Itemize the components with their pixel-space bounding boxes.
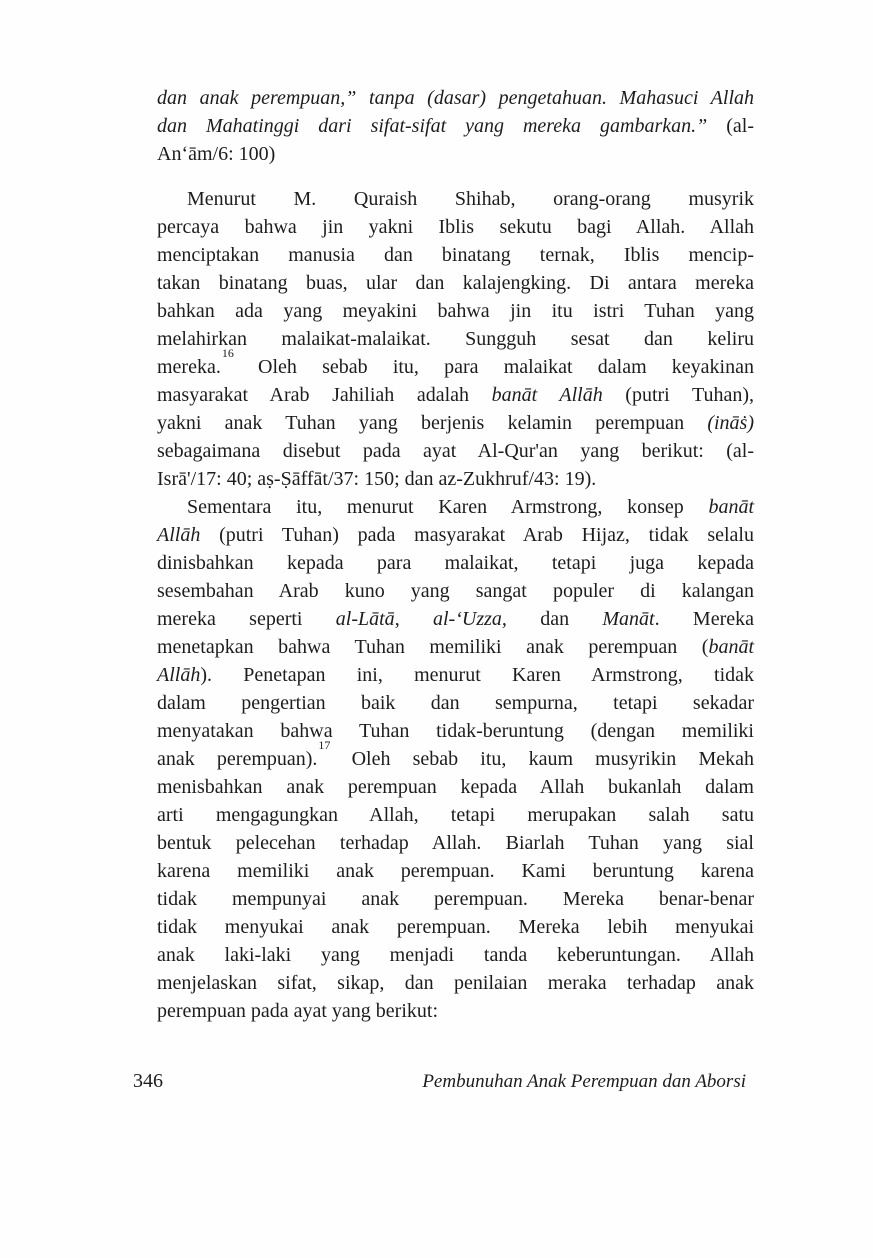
- text-segment: (al-: [707, 115, 754, 137]
- text-segment: menisbahkan anak perempuan kepada Allah bukanlah dalam: [157, 776, 754, 798]
- text-segment: anak perempuan).: [157, 748, 318, 770]
- text-segment: sebagaimana disebut pada ayat Al-Qur'an yang berikut: (al-: [157, 440, 754, 462]
- text-segment: banāt Allāh: [491, 384, 603, 406]
- text-segment: bentuk pelecehan terhadap Allah. Biarlah Tuhan yang sial: [157, 832, 754, 854]
- text-segment: takan binatang buas, ular dan kalajengking. Di antara mereka: [157, 272, 754, 294]
- running-title: Pembunuhan Anak Perempuan dan Aborsi: [422, 1071, 746, 1092]
- text-segment: Isrā'/17: 40; aṣ-Ṣāffāt/37: 150; dan az-Zukhruf/43: 19).: [157, 468, 597, 490]
- footnote-reference: 16: [221, 346, 234, 361]
- text-segment: percaya bahwa jin yakni Iblis sekutu bagi Allah. Allah: [157, 216, 754, 238]
- text-segment: ,: [394, 608, 433, 630]
- text-line: [157, 913, 754, 941]
- text-segment: dan: [506, 608, 603, 630]
- text-segment: mereka.: [157, 356, 221, 378]
- text-segment: (putri Tuhan),: [602, 384, 755, 406]
- text-segment: anak laki-laki yang menjadi tanda keberuntungan. Allah: [157, 944, 754, 966]
- footnote-reference: 17: [318, 738, 331, 753]
- text-line: [157, 773, 754, 801]
- text-line: [157, 857, 754, 885]
- text-segment: tidak mempunyai anak perempuan. Mereka benar-benar: [157, 888, 754, 910]
- text-segment: banāt: [708, 496, 754, 518]
- text-segment: Allāh: [157, 524, 201, 546]
- text-segment: al-Lātā: [335, 608, 395, 630]
- body-paragraph-1: [157, 185, 754, 493]
- text-line: [157, 213, 754, 241]
- text-line: [157, 605, 754, 633]
- text-line: [157, 381, 754, 409]
- text-segment: menjelaskan sifat, sikap, dan penilaian meraka terhadap anak: [157, 972, 754, 994]
- text-line: [157, 801, 754, 829]
- quote-continuation: [157, 84, 754, 168]
- text-line: [157, 997, 754, 1025]
- page-number: 346: [133, 1070, 163, 1092]
- text-segment: Allāh: [157, 664, 201, 686]
- body-paragraph-2: [157, 493, 754, 1025]
- text-segment: An‘ām/6: 100): [157, 143, 276, 165]
- text-segment: karena memiliki anak perempuan. Kami beruntung karena: [157, 860, 754, 882]
- text-segment: arti mengagungkan Allah, tetapi merupakan salah satu: [157, 804, 754, 826]
- text-line: [157, 738, 754, 773]
- text-line: [157, 885, 754, 913]
- text-segment: menetapkan bahwa Tuhan memiliki anak perempuan (: [157, 636, 709, 658]
- text-segment: . Mereka: [654, 608, 754, 630]
- text-segment: dan Mahatinggi dari sifat-sifat yang mereka gambarkan.”: [157, 115, 708, 137]
- text-segment: Sementara itu, menurut Karen Armstrong, konsep: [187, 496, 709, 518]
- text-line: [157, 140, 754, 168]
- text-segment: tidak menyukai anak perempuan. Mereka lebih menyukai: [157, 916, 754, 938]
- text-line: [157, 549, 754, 577]
- text-line: [157, 829, 754, 857]
- text-line: [157, 633, 754, 661]
- text-segment: sesembahan Arab kuno yang sangat populer di kalangan: [157, 580, 754, 602]
- text-line: [157, 185, 754, 213]
- text-line: [157, 941, 754, 969]
- text-line: [157, 325, 754, 353]
- text-segment: (putri Tuhan) pada masyarakat Arab Hijaz, tidak selalu: [200, 524, 754, 546]
- text-segment: menyatakan bahwa Tuhan tidak-beruntung (dengan memiliki: [157, 720, 754, 742]
- text-line: [157, 84, 754, 112]
- text-segment: al-‘Uzza,: [433, 608, 507, 630]
- text-line: [157, 969, 754, 997]
- page-footer: [133, 1070, 746, 1093]
- text-segment: ). Penetapan ini, menurut Karen Armstrong, tidak: [200, 664, 754, 686]
- text-segment: Oleh sebab itu, para malaikat dalam keyakinan: [232, 356, 754, 378]
- text-line: [157, 465, 754, 493]
- text-line: [157, 717, 754, 745]
- text-line: [157, 409, 754, 437]
- text-segment: Oleh sebab itu, kaum musyrikin Mekah: [329, 748, 754, 770]
- text-segment: bahkan ada yang meyakini bahwa jin itu istri Tuhan yang: [157, 300, 754, 322]
- text-line: [157, 112, 754, 140]
- text-line: [157, 577, 754, 605]
- text-line: [157, 269, 754, 297]
- text-segment: dan anak perempuan,” tanpa (dasar) pengetahuan. Mahasuci Allah: [157, 87, 754, 109]
- text-segment: Menurut M. Quraish Shihab, orang-orang musyrik: [187, 188, 754, 210]
- text-segment: mereka seperti: [157, 608, 336, 630]
- text-line: [157, 521, 754, 549]
- text-line: [157, 297, 754, 325]
- text-segment: banāt: [708, 636, 754, 658]
- text-segment: masyarakat Arab Jahiliah adalah: [157, 384, 492, 406]
- text-line: [157, 493, 754, 521]
- text-segment: dalam pengertian baik dan sempurna, tetapi sekadar: [157, 692, 754, 714]
- text-line: [157, 689, 754, 717]
- text-segment: menciptakan manusia dan binatang ternak, Iblis mencip-: [157, 244, 754, 266]
- text-line: [157, 241, 754, 269]
- text-segment: Manāt: [602, 608, 655, 630]
- text-segment: (ināṡ): [707, 412, 754, 434]
- text-line: [157, 346, 754, 381]
- text-line: [157, 437, 754, 465]
- text-segment: perempuan pada ayat yang berikut:: [157, 1000, 438, 1022]
- text-segment: melahirkan malaikat-malaikat. Sungguh sesat dan keliru: [157, 328, 754, 350]
- text-segment: dinisbahkan kepada para malaikat, tetapi juga kepada: [157, 552, 754, 574]
- text-block: [157, 84, 754, 1025]
- text-line: [157, 661, 754, 689]
- text-segment: yakni anak Tuhan yang berjenis kelamin perempuan: [157, 412, 708, 434]
